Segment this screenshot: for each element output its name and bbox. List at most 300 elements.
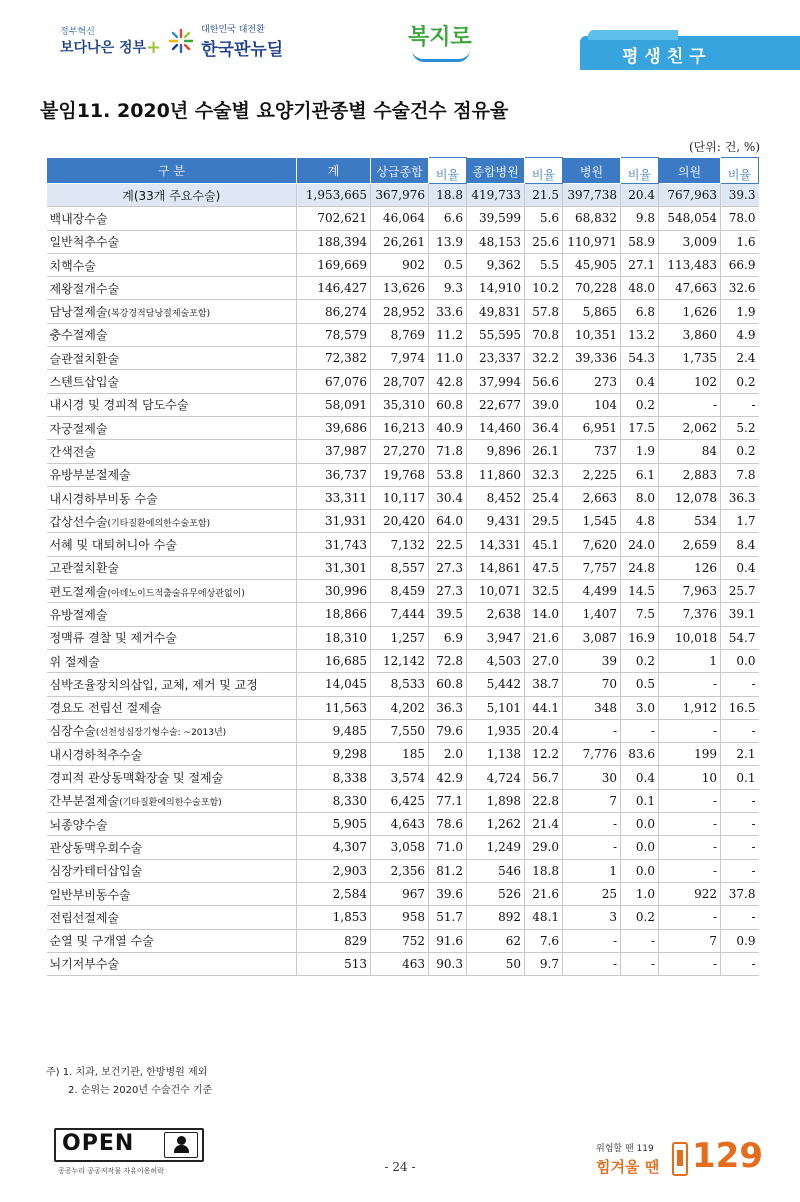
- table-cell: -: [621, 719, 659, 742]
- table-cell: 2,062: [659, 416, 721, 439]
- table-cell: 54.7: [721, 626, 759, 649]
- table-row: [47, 323, 759, 346]
- table-cell: 4.9: [721, 323, 759, 346]
- table-cell: 1.9: [621, 440, 659, 463]
- table-cell: 39.0: [525, 393, 563, 416]
- table-cell: 2.4: [721, 347, 759, 370]
- total-cell: 39.3: [721, 184, 759, 207]
- table-cell: 13.2: [621, 323, 659, 346]
- table-cell: 922: [659, 882, 721, 905]
- row-label: [47, 696, 297, 719]
- table-cell: 22.5: [429, 533, 467, 556]
- table-cell: -: [659, 789, 721, 812]
- table-cell: 78.0: [721, 207, 759, 230]
- row-label-text: 갑상선수술: [49, 514, 108, 529]
- table-row: [47, 859, 759, 882]
- table-cell: 48.0: [621, 277, 659, 300]
- table-cell: 7,963: [659, 580, 721, 603]
- row-label-text: 담낭절제술: [49, 305, 108, 320]
- table-cell: 25.7: [721, 580, 759, 603]
- table-row: [47, 556, 759, 579]
- table-cell: 30: [563, 766, 621, 789]
- table-cell: 45,905: [563, 253, 621, 276]
- row-label: [47, 836, 297, 859]
- row-label: [47, 347, 297, 370]
- table-cell: 10,018: [659, 626, 721, 649]
- table-row: [47, 603, 759, 626]
- table-cell: 3,087: [563, 626, 621, 649]
- table-cell: 110,971: [563, 230, 621, 253]
- table-cell: 5,865: [563, 300, 621, 323]
- table-cell: 1,257: [371, 626, 429, 649]
- row-label-note: (선천성심장기형수술: ~2013년): [95, 728, 227, 739]
- table-cell: 1,545: [563, 510, 621, 533]
- table-cell: 513: [297, 952, 371, 975]
- table-cell: 16,685: [297, 649, 371, 672]
- table-cell: 27.0: [525, 649, 563, 672]
- table-cell: 70: [563, 673, 621, 696]
- table-cell: 36.4: [525, 416, 563, 439]
- table-cell: 31,743: [297, 533, 371, 556]
- table-cell: 0.0: [621, 813, 659, 836]
- table-cell: 958: [371, 906, 429, 929]
- table-cell: 0.2: [621, 393, 659, 416]
- table-cell: 3: [563, 906, 621, 929]
- table-cell: 8,330: [297, 789, 371, 812]
- table-cell: 28,707: [371, 370, 429, 393]
- row-label-text: 내시경하부비동 수술: [49, 491, 158, 506]
- table-cell: 7.5: [621, 603, 659, 626]
- table-cell: 2,903: [297, 859, 371, 882]
- row-label: [47, 882, 297, 905]
- table-cell: 21.4: [525, 813, 563, 836]
- table-cell: 1,626: [659, 300, 721, 323]
- table-cell: 81.2: [429, 859, 467, 882]
- table-cell: 24.8: [621, 556, 659, 579]
- table-cell: 64.0: [429, 510, 467, 533]
- table-cell: 9.8: [621, 207, 659, 230]
- table-cell: -: [563, 813, 621, 836]
- table-row: [47, 813, 759, 836]
- header-clinic: 의원: [659, 158, 721, 184]
- table-row: [47, 253, 759, 276]
- row-label: [47, 463, 297, 486]
- table-row: [47, 952, 759, 975]
- table-cell: 5,905: [297, 813, 371, 836]
- table-cell: 0.0: [721, 649, 759, 672]
- table-cell: 27.3: [429, 556, 467, 579]
- table-cell: 0.2: [721, 440, 759, 463]
- table-cell: 273: [563, 370, 621, 393]
- table-cell: 5.2: [721, 416, 759, 439]
- hotline-129-logo: [596, 1138, 766, 1182]
- row-label: [47, 859, 297, 882]
- page-title: 붙임11. 2020년 수술별 요양기관종별 수술건수 점유율: [40, 100, 509, 122]
- lifelong-friend-banner: [580, 36, 800, 70]
- table-cell: 90.3: [429, 952, 467, 975]
- table-cell: 7: [563, 789, 621, 812]
- table-cell: 83.6: [621, 743, 659, 766]
- table-cell: 752: [371, 929, 429, 952]
- table-row: [47, 649, 759, 672]
- table-row: [47, 696, 759, 719]
- table-cell: 0.0: [621, 836, 659, 859]
- header-general: 종합병원: [467, 158, 525, 184]
- table-cell: 22.8: [525, 789, 563, 812]
- table-row: [47, 207, 759, 230]
- table-row: [47, 743, 759, 766]
- table-cell: -: [659, 859, 721, 882]
- row-label-text: 제왕절개수술: [49, 281, 120, 296]
- row-label: [47, 719, 297, 742]
- table-cell: 31,931: [297, 510, 371, 533]
- table-cell: 12.2: [525, 743, 563, 766]
- table-cell: 54.3: [621, 347, 659, 370]
- table-cell: 1,735: [659, 347, 721, 370]
- table-cell: -: [721, 813, 759, 836]
- table-cell: 4,202: [371, 696, 429, 719]
- table-cell: 22,677: [467, 393, 525, 416]
- bokjiro-text: 복지로: [408, 25, 472, 50]
- row-label-text: 백내장수술: [49, 211, 108, 226]
- table-cell: 8,459: [371, 580, 429, 603]
- row-label: [47, 673, 297, 696]
- table-cell: 0.5: [621, 673, 659, 696]
- table-cell: 28,952: [371, 300, 429, 323]
- table-cell: 86,274: [297, 300, 371, 323]
- table-row: [47, 440, 759, 463]
- table-cell: 1: [659, 649, 721, 672]
- row-label-note: (복강경적담낭절제술포함): [107, 309, 211, 320]
- table-cell: 91.6: [429, 929, 467, 952]
- table-cell: 32.6: [721, 277, 759, 300]
- table-cell: 25.4: [525, 486, 563, 509]
- table-row: [47, 230, 759, 253]
- table-cell: -: [659, 393, 721, 416]
- row-label: [47, 813, 297, 836]
- newdeal-small-text: 대한민국 대전환: [201, 25, 265, 35]
- table-cell: 77.1: [429, 789, 467, 812]
- table-cell: 37.8: [721, 882, 759, 905]
- burst-icon: [168, 28, 194, 54]
- row-label-text: 심장수술: [49, 724, 96, 739]
- row-label-text: 뇌기저부수술: [49, 957, 120, 972]
- table-cell: 10,071: [467, 580, 525, 603]
- table-cell: 27.3: [429, 580, 467, 603]
- table-cell: 39: [563, 649, 621, 672]
- table-cell: 18,310: [297, 626, 371, 649]
- hotline-small-text: 위험할 땐 119: [596, 1144, 654, 1154]
- table-cell: -: [721, 859, 759, 882]
- table-cell: 50: [467, 952, 525, 975]
- row-label-text: 편도절제술: [49, 584, 108, 599]
- table-row: [47, 510, 759, 533]
- table-cell: -: [721, 393, 759, 416]
- table-row: [47, 929, 759, 952]
- table-cell: 12,078: [659, 486, 721, 509]
- row-label-text: 경요도 전립선 절제술: [49, 701, 162, 716]
- table-cell: 78.6: [429, 813, 467, 836]
- table-cell: 19,768: [371, 463, 429, 486]
- table-cell: 526: [467, 882, 525, 905]
- table-cell: 79.6: [429, 719, 467, 742]
- row-label-text: 전립선절제술: [49, 910, 120, 925]
- row-label-text: 간색전술: [49, 444, 96, 459]
- table-cell: 47.5: [525, 556, 563, 579]
- row-label: [47, 416, 297, 439]
- table-cell: 7,776: [563, 743, 621, 766]
- table-cell: 70,228: [563, 277, 621, 300]
- table-cell: 32.3: [525, 463, 563, 486]
- table-cell: 146,427: [297, 277, 371, 300]
- table-cell: 13,626: [371, 277, 429, 300]
- table-cell: 6,951: [563, 416, 621, 439]
- row-label: [47, 393, 297, 416]
- table-cell: 199: [659, 743, 721, 766]
- table-cell: 1.0: [621, 882, 659, 905]
- table-cell: 12,142: [371, 649, 429, 672]
- table-cell: 26.1: [525, 440, 563, 463]
- table-cell: 35,310: [371, 393, 429, 416]
- table-cell: 11.0: [429, 347, 467, 370]
- table-cell: 42.9: [429, 766, 467, 789]
- header-general-ratio: 비율: [525, 158, 563, 184]
- row-label: [47, 486, 297, 509]
- table-row: [47, 789, 759, 812]
- table-cell: 27.1: [621, 253, 659, 276]
- table-cell: 60.8: [429, 393, 467, 416]
- table-cell: -: [721, 789, 759, 812]
- table-cell: 0.2: [721, 370, 759, 393]
- row-label: [47, 743, 297, 766]
- table-cell: 60.8: [429, 673, 467, 696]
- table-cell: 27,270: [371, 440, 429, 463]
- table-cell: -: [721, 952, 759, 975]
- table-cell: 55,595: [467, 323, 525, 346]
- table-cell: 0.9: [721, 929, 759, 952]
- table-cell: 9,298: [297, 743, 371, 766]
- table-cell: 31,301: [297, 556, 371, 579]
- table-cell: 5,442: [467, 673, 525, 696]
- table-cell: 7,974: [371, 347, 429, 370]
- table-cell: 20.4: [525, 719, 563, 742]
- table-cell: 8,557: [371, 556, 429, 579]
- table-cell: 6,425: [371, 789, 429, 812]
- table-cell: 72.8: [429, 649, 467, 672]
- table-cell: 702,621: [297, 207, 371, 230]
- table-cell: -: [659, 719, 721, 742]
- table-cell: 14,910: [467, 277, 525, 300]
- row-label-text: 자궁절제술: [49, 421, 108, 436]
- table-cell: 26,261: [371, 230, 429, 253]
- plus-icon: +: [146, 37, 162, 58]
- table-cell: 548,054: [659, 207, 721, 230]
- table-row: [47, 486, 759, 509]
- footnote-2: 2. 순위는 2020년 수술건수 기준: [68, 1085, 213, 1096]
- row-label-text: 고관절치환술: [49, 561, 120, 576]
- row-label: [47, 952, 297, 975]
- table-cell: 0.4: [621, 766, 659, 789]
- table-cell: 2,883: [659, 463, 721, 486]
- table-cell: 4,503: [467, 649, 525, 672]
- table-cell: 9,896: [467, 440, 525, 463]
- table-cell: 7,444: [371, 603, 429, 626]
- table-cell: 1,912: [659, 696, 721, 719]
- table-cell: 8.4: [721, 533, 759, 556]
- row-label-text: 내시경하척추수술: [49, 747, 143, 762]
- table-cell: 21.6: [525, 626, 563, 649]
- header-total: 계: [297, 158, 371, 184]
- table-cell: -: [621, 929, 659, 952]
- table-row: [47, 766, 759, 789]
- table-cell: 45.1: [525, 533, 563, 556]
- row-label: [47, 533, 297, 556]
- table-cell: 23,337: [467, 347, 525, 370]
- table-cell: 71.8: [429, 440, 467, 463]
- total-cell: 21.5: [525, 184, 563, 207]
- table-cell: 16.9: [621, 626, 659, 649]
- unit-label: (단위: 건, %): [688, 140, 760, 154]
- newdeal-big-text: 한국판뉴딜: [201, 40, 284, 60]
- table-cell: 40.9: [429, 416, 467, 439]
- table-cell: 9.7: [525, 952, 563, 975]
- table-cell: 1.7: [721, 510, 759, 533]
- table-cell: 10: [659, 766, 721, 789]
- row-label-text: 유방부분절제술: [49, 468, 131, 483]
- row-label: [47, 929, 297, 952]
- table-cell: 348: [563, 696, 621, 719]
- table-cell: 25: [563, 882, 621, 905]
- table-cell: 14.5: [621, 580, 659, 603]
- header-hospital-ratio: 비율: [621, 158, 659, 184]
- table-cell: 8,769: [371, 323, 429, 346]
- table-row: [47, 580, 759, 603]
- row-label-text: 내시경 및 경피적 담도수술: [49, 398, 189, 413]
- row-label-text: 치핵수술: [49, 258, 96, 273]
- table-cell: 39.1: [721, 603, 759, 626]
- table-cell: -: [721, 719, 759, 742]
- table-cell: 0.4: [721, 556, 759, 579]
- table-cell: 51.7: [429, 906, 467, 929]
- table-cell: 737: [563, 440, 621, 463]
- table-cell: 1,407: [563, 603, 621, 626]
- table-cell: 30.4: [429, 486, 467, 509]
- table-cell: 39,599: [467, 207, 525, 230]
- row-label-text: 순열 및 구개열 수술: [49, 934, 154, 949]
- hotline-number: 129: [692, 1136, 763, 1176]
- table-cell: 1,262: [467, 813, 525, 836]
- banner-tab: [588, 30, 678, 40]
- table-cell: 36.3: [721, 486, 759, 509]
- table-cell: 57.8: [525, 300, 563, 323]
- table-cell: 11,860: [467, 463, 525, 486]
- total-row: [47, 184, 759, 207]
- table-cell: 44.1: [525, 696, 563, 719]
- table-cell: 169,669: [297, 253, 371, 276]
- table-cell: 1,249: [467, 836, 525, 859]
- gov-logo-small-text: 정부혁신: [60, 27, 95, 37]
- table-cell: 67,076: [297, 370, 371, 393]
- table-row: [47, 719, 759, 742]
- table-cell: 2,356: [371, 859, 429, 882]
- table-cell: 4,643: [371, 813, 429, 836]
- table-cell: 0.2: [621, 906, 659, 929]
- table-cell: 37,994: [467, 370, 525, 393]
- table-row: [47, 300, 759, 323]
- smile-arc-icon: [412, 50, 470, 62]
- row-label: [47, 253, 297, 276]
- table-row: [47, 463, 759, 486]
- table-cell: 1,138: [467, 743, 525, 766]
- header-hospital: 병원: [563, 158, 621, 184]
- table-cell: 7.6: [525, 929, 563, 952]
- total-cell: 767,963: [659, 184, 721, 207]
- row-label: [47, 789, 297, 812]
- table-row: [47, 416, 759, 439]
- table-cell: 1,935: [467, 719, 525, 742]
- table-row: [47, 906, 759, 929]
- table-cell: 2,663: [563, 486, 621, 509]
- table-row: [47, 882, 759, 905]
- total-cell: 18.8: [429, 184, 467, 207]
- table-cell: -: [563, 836, 621, 859]
- row-label-note: (기타질환에의한수술포함): [119, 798, 222, 809]
- table-cell: 16,213: [371, 416, 429, 439]
- table-cell: 16.5: [721, 696, 759, 719]
- attribution-person-icon: [164, 1132, 198, 1158]
- table-cell: 7,132: [371, 533, 429, 556]
- table-cell: -: [563, 929, 621, 952]
- table-cell: 2.1: [721, 743, 759, 766]
- table-row: [47, 393, 759, 416]
- table-cell: 17.5: [621, 416, 659, 439]
- table-cell: 185: [371, 743, 429, 766]
- table-cell: 3,947: [467, 626, 525, 649]
- table-cell: 10,117: [371, 486, 429, 509]
- table-cell: 11.2: [429, 323, 467, 346]
- table-cell: 829: [297, 929, 371, 952]
- table-cell: 2,584: [297, 882, 371, 905]
- table-cell: 56.7: [525, 766, 563, 789]
- table-cell: 9.3: [429, 277, 467, 300]
- header-clinic-ratio: 비율: [721, 158, 759, 184]
- table-cell: -: [721, 673, 759, 696]
- table-cell: 0.1: [721, 766, 759, 789]
- row-label-text: 경피적 관상동맥확장술 및 절제술: [49, 771, 224, 786]
- table-cell: 33.6: [429, 300, 467, 323]
- table-cell: 58.9: [621, 230, 659, 253]
- row-label: [47, 603, 297, 626]
- table-cell: 18,866: [297, 603, 371, 626]
- total-cell: 20.4: [621, 184, 659, 207]
- table-cell: 29.5: [525, 510, 563, 533]
- table-cell: 32.2: [525, 347, 563, 370]
- footnote-1: 주) 1. 치과, 보건기관, 한방병원 제외: [46, 1067, 208, 1078]
- row-label: [47, 580, 297, 603]
- row-label: [47, 510, 297, 533]
- row-label-text: 서혜 및 대퇴허니아 수술: [49, 538, 177, 553]
- table-cell: 7,550: [371, 719, 429, 742]
- total-label: 계(33개 주요수술): [47, 184, 297, 207]
- table-cell: 6.1: [621, 463, 659, 486]
- table-cell: 7,620: [563, 533, 621, 556]
- table-cell: 49,831: [467, 300, 525, 323]
- table-cell: -: [659, 836, 721, 859]
- row-label-note: (아데노이드적출술유무에상관없이): [107, 588, 245, 599]
- total-cell: 397,738: [563, 184, 621, 207]
- table-cell: 6.9: [429, 626, 467, 649]
- row-label-text: 유방절제술: [49, 607, 108, 622]
